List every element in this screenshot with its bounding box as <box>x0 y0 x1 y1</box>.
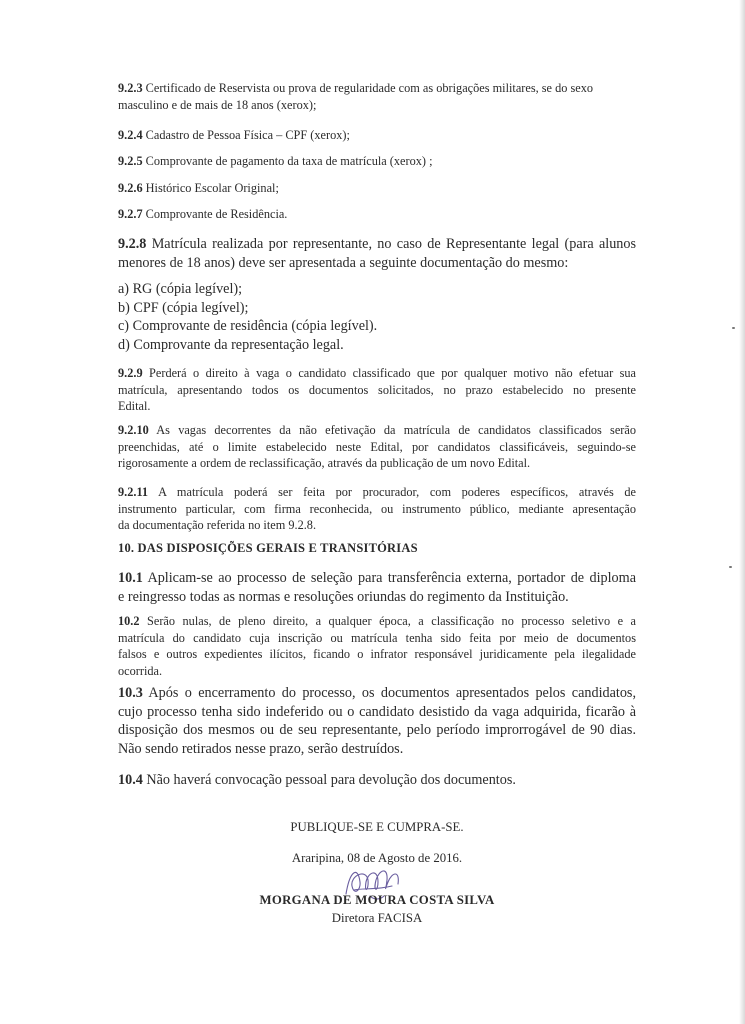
item-9-2-11: 9.2.11 A matrícula poderá ser feita por procurador, com poderes específicos, através de instrumento particular, com firma reconhecida, ou instrumento público, mediante apresentação da documentação referida no item 9.2.8. <box>118 485 636 532</box>
representative-documents-list <box>118 280 636 354</box>
item-10-3: 10.3 Após o encerramento do processo, os documentos apresentados pelos candidatos, cujo processo tenha sido indeferido ou o candidato desistido da vaga adquirida, ficarão à disposição dos mesmos ou de seu representante, pelo período improrrogável de 90 dias. Não sendo retirados nesse prazo, serão destruídos. <box>118 685 637 757</box>
publique-line: PUBLIQUE-SE E CUMPRA-SE. <box>290 820 464 834</box>
item-9-2-6: 9.2.6 Histórico Escolar Original; <box>118 181 279 195</box>
scan-speck <box>732 327 735 329</box>
signer-role: Diretora FACISA <box>331 911 423 925</box>
page-edge-shadow <box>739 0 745 1024</box>
list-item: d) Comprovante da representação legal. <box>118 336 344 353</box>
item-10-1: 10.1 Aplicam-se ao processo de seleção para transferência externa, portador de diploma e reingresso todas as normas e resoluções oriundas do regimento da Instituição. <box>118 570 636 605</box>
place-date: Araripina, 08 de Agosto de 2016. <box>291 851 463 865</box>
item-9-2-7: 9.2.7 Comprovante de Residência. <box>118 207 288 221</box>
item-9-2-5: 9.2.5 Comprovante de pagamento da taxa de matrícula (xerox) ; <box>118 154 433 168</box>
scan-speck <box>729 566 732 568</box>
list-item: b) CPF (cópia legível); <box>118 299 249 316</box>
list-item: a) RG (cópia legível); <box>118 281 243 297</box>
list-item: c) Comprovante de residência (cópia legível). <box>118 318 378 334</box>
item-9-2-4: 9.2.4 Cadastro de Pessoa Física – CPF (xerox); <box>118 128 350 142</box>
item-9-2-3: 9.2.3 Certificado de Reservista ou prova de regularidade com as obrigações militares, se do sexo masculino e de mais de 18 anos (xerox); <box>118 81 593 112</box>
item-9-2-9: 9.2.9 Perderá o direito à vaga o candidato classificado que por qualquer motivo não efetuar sua matrícula, apresentando todos os documentos solicitados, no prazo estabelecido no presente Edital. <box>118 366 636 413</box>
item-10-4: 10.4 Não haverá convocação pessoal para devolução dos documentos. <box>118 772 516 788</box>
item-9-2-8: 9.2.8 Matrícula realizada por representante, no caso de Representante legal (para alunos menores de 18 anos) deve ser apresentada a seguinte documentação do mesmo: <box>118 236 637 271</box>
section-heading: 10. DAS DISPOSIÇÕES GERAIS E TRANSITÓRIAS <box>118 541 418 555</box>
signer-name: MORGANA DE MOURA COSTA SILVA <box>259 893 495 907</box>
item-10-2: 10.2 Serão nulas, de pleno direito, a qualquer época, a classificação no processo seletivo e a matrícula do candidato cuja inscrição ou matrícula tenha sido feita por meio de documentos falsos e outros expedientes ilícitos, ficando o infrator responsável juridicamente pela ilegalidade ocorrida. <box>118 614 636 678</box>
item-9-2-10: 9.2.10 As vagas decorrentes da não efetivação da matrícula de candidatos classificados serão preenchidas, até o limite estabelecido neste Edital, por candidatos classificáveis, seguindo-se rigorosamente a ordem de reclassificação, através da publicação de um novo Edital. <box>118 423 636 470</box>
